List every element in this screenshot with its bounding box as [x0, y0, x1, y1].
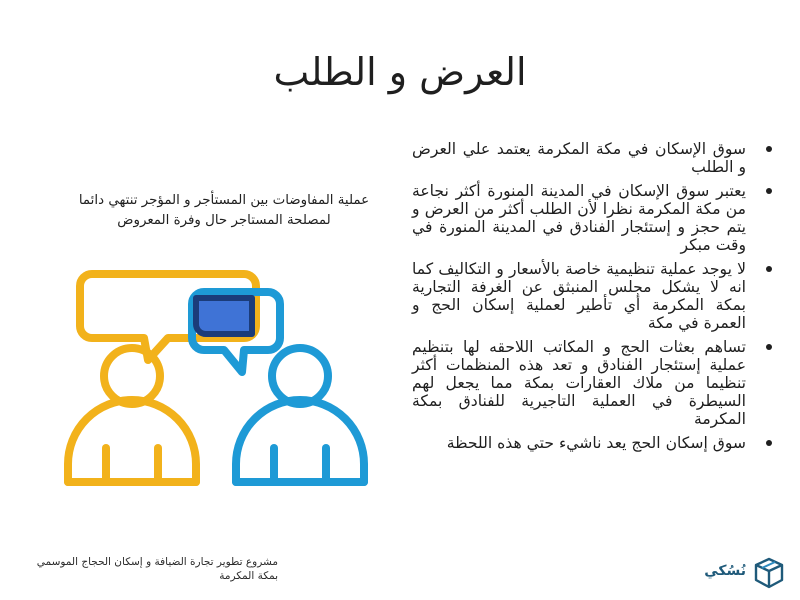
bullet-text: تساهم بعثات الحج و المكاتب اللاحقه لها بتنظيم عملية إستئجار الفنادق و تعد هذه المنظمات أكثر تنظيما من ملاك العقارات بمكة مما يجعل لهم السيطرة في العملية التاجيرية للفنادق بمكة المكرمة: [412, 338, 746, 428]
bullet-dot: [766, 266, 772, 272]
bullet-text: سوق إسكان الحج يعد ناشيء حتي هذه اللحظة: [446, 434, 746, 452]
slide-title: العرض و الطلب: [273, 50, 527, 94]
bullet-item: [412, 260, 780, 332]
bullet-item: [412, 182, 780, 254]
brand-logo: [706, 552, 790, 592]
project-line-1: مشروع تطوير تجارة الضيافة و إسكان الحجاج الموسمي: [36, 556, 278, 568]
blue-person-body: [236, 400, 364, 482]
bullet-text: سوق الإسكان في مكة المكرمة يعتمد علي العرض و الطلب: [412, 140, 746, 176]
bullet-dot: [766, 188, 772, 194]
box-logo-icon: [752, 556, 786, 590]
bullet-text: لا يوجد عملية تنظيمية خاصة بالأسعار و التكاليف كما انه لا يشكل مجلس المنبثق عن الغرفة التجارية بمكة المكرمة أي تأطير لعملية إسكان الحج و العمرة في مكة: [412, 260, 746, 332]
bullet-text: يعتبر سوق الإسكان في المدينة المنورة أكثر نجاعة من مكة المكرمة نظرا لأن الطلب أكثر من العرض و يتم حجز و إستئجار الفنادق في المدينة المنورة في وقت مبكر: [412, 182, 746, 254]
logo-text: نُسُكي: [704, 563, 746, 579]
bubble-overlap: [196, 298, 252, 334]
bullet-item: [412, 434, 780, 452]
yellow-person-head: [104, 348, 160, 404]
bullet-dot: [766, 146, 772, 152]
yellow-person-body: [68, 400, 196, 482]
bullet-item: [412, 338, 780, 428]
two-people-conversation-icon: [56, 268, 368, 490]
bullet-dot: [766, 344, 772, 350]
bullet-list: [412, 140, 780, 458]
bullet-item: [412, 140, 780, 176]
project-line-2: بمكة المكرمة: [219, 570, 278, 582]
blue-person-head: [272, 348, 328, 404]
project-footer: [18, 555, 278, 583]
bullet-dot: [766, 440, 772, 446]
side-note: عملية المفاوضات بين المستأجر و المؤجر تنتهي دائما لمصلحة المستاجر حال وفرة المعروض: [78, 193, 370, 228]
